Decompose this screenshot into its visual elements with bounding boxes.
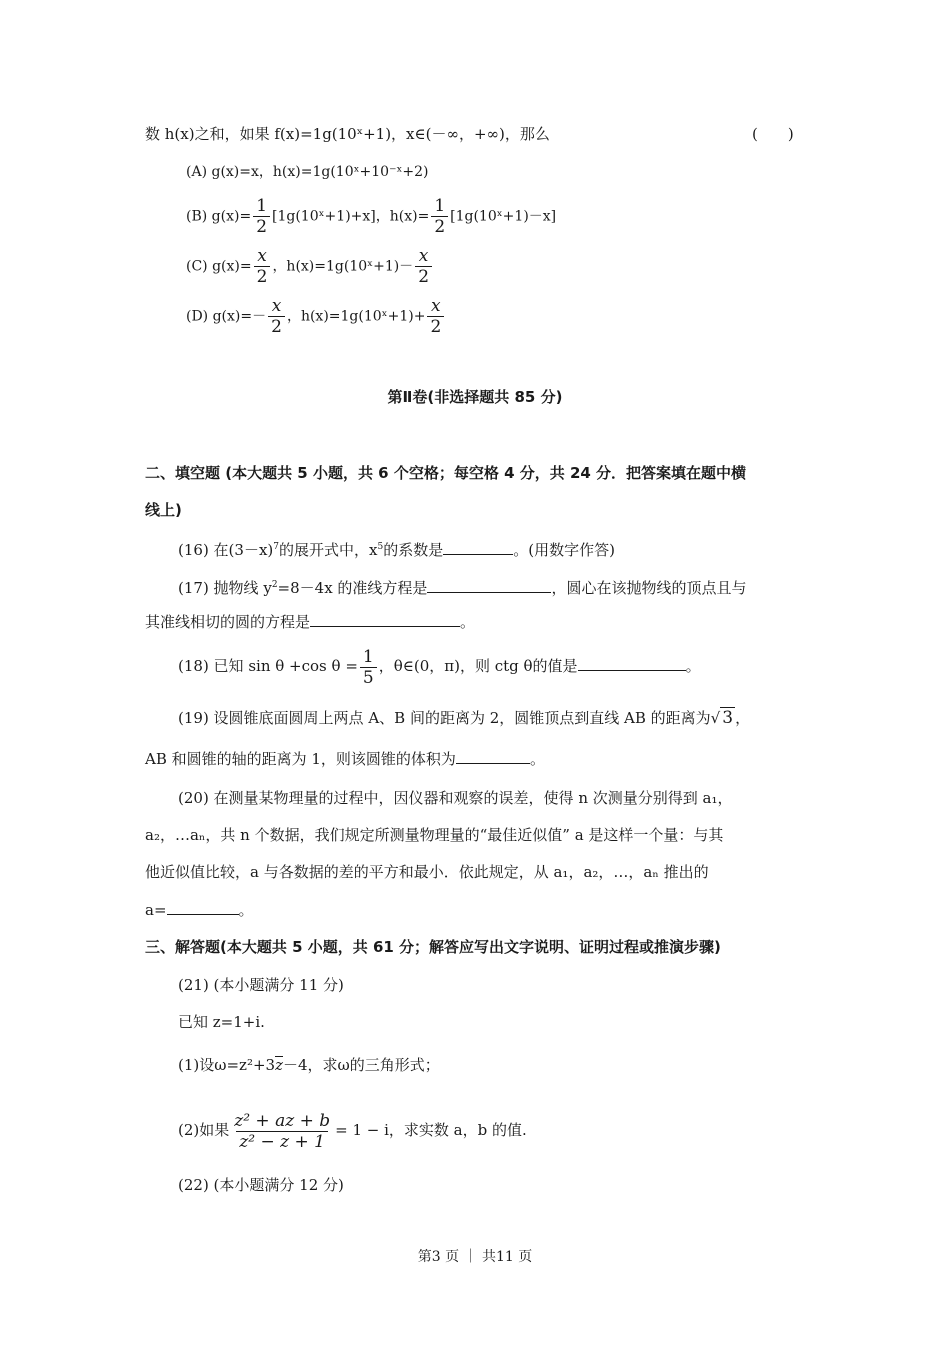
q21-part1: (1)设ω=z²+3z－4，求ω的三角形式； xyxy=(178,1056,440,1074)
fraction-z-expression: $\frac{\text{z² + az + b}}{\text{z² − z + 1}}$ xyxy=(234,1110,331,1152)
section2-heading-line2: 线上) xyxy=(145,501,182,519)
q15-option-a: (A) g(x)=x，h(x)=1g(10ˣ+10⁻ˣ+2) xyxy=(186,164,429,180)
q20-line3: 他近似值比较，a 与各数据的差的平方和最小．依此规定，从 a₁，a₂，…，aₙ 推出的 xyxy=(145,863,709,881)
q19-line2: AB 和圆锥的轴的距离为 1，则该圆锥的体积为 。 xyxy=(145,750,545,768)
q15-answer-paren: ( ) xyxy=(752,125,794,143)
q15-option-b-mid: [1g(10ˣ+1)+x]，h(x)= xyxy=(272,208,430,225)
q15-option-d-label: (D) g(x)=－ xyxy=(186,308,267,325)
section3-heading: 三、解答题(本大题共 5 小题，共 61 分；解答应写出文字说明、证明过程或推演步骤) xyxy=(145,938,721,956)
q22-heading: (22) (本小题满分 12 分) xyxy=(178,1176,344,1194)
q17-answer-blank-1[interactable] xyxy=(427,578,551,593)
q16: (16) 在$(3-x)^7$的展开式中，$x^5$的系数是 。(用数字作答) xyxy=(178,541,615,559)
fraction-x-half: $\frac{x}{2}$ xyxy=(268,296,285,337)
page-footer: 第3 页 ｜ 共11 页 xyxy=(417,1249,533,1265)
fraction-one-half: $\frac{1}{2}$ xyxy=(253,196,270,237)
q20-line2: a₂，…aₙ，共 n 个数据，我们规定所测量物理量的“最佳近似值” a 是这样一个量：与其 xyxy=(145,826,724,844)
q15-option-b-label: (B) g(x)= xyxy=(186,208,252,225)
q17-answer-blank-2[interactable] xyxy=(310,612,460,627)
q20-line1: (20) 在测量某物理量的过程中，因仪器和观察的误差，使得 n 次测量分别得到 a₁， xyxy=(178,789,733,807)
fraction-x-half: $\frac{x}{2}$ xyxy=(254,246,271,287)
q21-given: 已知 z=1+i. xyxy=(178,1013,265,1031)
sqrt-three: √ 3 xyxy=(710,708,734,728)
q19-line1: (19) 设圆锥底面圆周上两点 A、B 间的距离为 2，圆锥顶点到直线 AB 的距离为√ 3 ， xyxy=(178,705,750,731)
q18-answer-blank[interactable] xyxy=(578,656,686,671)
q21-heading: (21) (本小题满分 11 分) xyxy=(178,976,344,994)
q15-option-c-mid: ，h(x)=1g(10ˣ+1)－ xyxy=(272,258,414,275)
fraction-x-half: $\frac{x}{2}$ xyxy=(415,246,432,287)
q20-answer-blank[interactable] xyxy=(167,900,239,915)
q21-part2: (2)如果 $\frac{\text{z² + az + b}}{\text{z² − z + 1}}$ = 1 − i，求实数 a，b 的值. xyxy=(178,1110,527,1152)
q16-answer-blank[interactable] xyxy=(443,540,513,555)
q17-line1: (17) 抛物线 $y^2=8-4x$ 的准线方程是 ，圆心在该抛物线的顶点且与 xyxy=(178,579,747,597)
q19-answer-blank[interactable] xyxy=(456,749,530,764)
fraction-one-half: $\frac{1}{2}$ xyxy=(431,196,448,237)
q15-option-d xyxy=(186,296,446,337)
q15-option-c-label: (C) g(x)= xyxy=(186,258,252,275)
q15-stem: 数 h(x)之和，如果 f(x)=1g(10ˣ+1)，x∈(－∞，+∞)，那么 xyxy=(145,125,550,143)
z-conjugate: z xyxy=(275,1056,283,1074)
fraction-one-fifth: $\frac{1}{5}$ xyxy=(360,647,377,688)
q17-line2: 其准线相切的圆的方程是 。 xyxy=(145,613,476,631)
part2-heading: 第Ⅱ卷(非选择题共 85 分) xyxy=(387,388,563,406)
q15-option-b-end: [1g(10ˣ+1)－x] xyxy=(450,208,557,225)
q15-option-b xyxy=(186,196,556,237)
q15-option-d-mid: ，h(x)=1g(10ˣ+1)+ xyxy=(286,308,426,325)
fraction-x-half: $\frac{x}{2}$ xyxy=(427,296,444,337)
q18: (18) 已知 sin θ +cos θ = $\frac{1}{5}$ ，θ∈(0，π)，则 ctg θ的值是 。 xyxy=(178,646,701,688)
q20-line4: a= 。 xyxy=(145,901,254,919)
q15-option-c xyxy=(186,246,434,287)
section2-heading-line1: 二、填空题 (本大题共 5 小题，共 6 个空格；每空格 4 分，共 24 分．把答案填在题中横 xyxy=(145,464,747,482)
